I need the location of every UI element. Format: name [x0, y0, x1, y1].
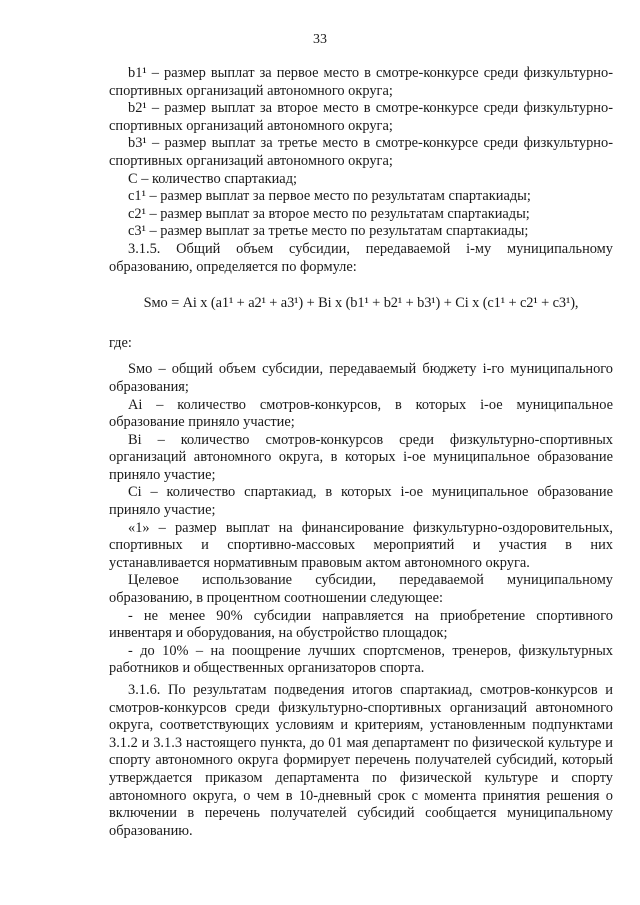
clause-3-1-5: 3.1.5. Общий объем субсидии, передаваемой i-му муниципальному образованию, определяется по формуле:: [109, 240, 613, 275]
target-use-intro: Целевое использование субсидии, передаваемой муниципальному образованию, в процентном соотношении следующее:: [109, 572, 613, 607]
definition-b3: b3¹ – размер выплат за третье место в смотре-конкурсе среди физкультурно-спортивных организаций автономного округа;: [109, 135, 613, 169]
target-use-10-percent: - до 10% – на поощрение лучших спортсменов, тренеров, физкультурных работников и общественных организаторов спорта.: [109, 642, 613, 677]
definition-b2: b2¹ – размер выплат за второе место в смотре-конкурсе среди физкультурно-спортивных организаций автономного округа;: [109, 100, 613, 134]
definition-payment-normative: «1» – размер выплат на финансирование физкультурно-оздоровительных, спортивных и спортивно-массовых мероприятий и участия в них устанавливается нормативным правовым актом автономного округа.: [109, 519, 613, 571]
definition-c2: c2¹ – размер выплат за второе место по результатам спартакиады;: [128, 205, 530, 222]
document-body: [109, 65, 613, 840]
where-label: где:: [109, 334, 132, 351]
target-use-90-percent: - не менее 90% субсидии направляется на приобретение спортивного инвентаря и оборудования, на обустройство площадок;: [109, 607, 613, 642]
clause-3-1-6: 3.1.6. По результатам подведения итогов спартакиад, смотров-конкурсов и смотров-конкурсов среди физкультурно-спортивных организаций автономного округа, соответствующих условиям и критериям, установленным подпунктами 3.1.2 и 3.1.3 настоящего пункта, до 01 мая департамент по физической культуре и спорту автономного округа формирует перечень получателей субсидий, который утверждается приказом департамента по физической культуре и спорту автономного округа, о чем в 10-дневный срок с момента принятия решения о включении в перечень получателей субсидий сообщается муниципальному образованию.: [109, 682, 613, 839]
definition-c3: c3¹ – размер выплат за третье место по результатам спартакиады;: [128, 223, 529, 240]
definition-c: С – количество спартакиад;: [128, 170, 298, 187]
definition-ci: Ci – количество спартакиад, в которых i-ое муниципальное образование приняло участие;: [109, 484, 613, 519]
page-number: 33: [313, 32, 327, 47]
subsidy-formula: Sмо = Ai x (a1¹ + a2¹ + a3¹) + Bi x (b1¹ + b2¹ + b3¹) + Ci x (c1¹ + c2¹ + c3¹),: [143, 295, 579, 312]
definition-ai: Ai – количество смотров-конкурсов, в которых i-ое муниципальное образование приняло участие;: [109, 396, 613, 431]
definition-b1: b1¹ – размер выплат за первое место в смотре-конкурсе среди физкультурно-спортивных организаций автономного округа;: [109, 65, 613, 99]
definition-c1: c1¹ – размер выплат за первое место по результатам спартакиады;: [128, 188, 531, 205]
definition-smo: Sмо – общий объем субсидии, передаваемый бюджету i-го муниципального образования;: [109, 361, 613, 395]
definition-bi: Bi – количество смотров-конкурсов среди физкультурно-спортивных организаций автономного округа, в которых i-ое муниципальное образование приняло участие;: [109, 431, 613, 483]
